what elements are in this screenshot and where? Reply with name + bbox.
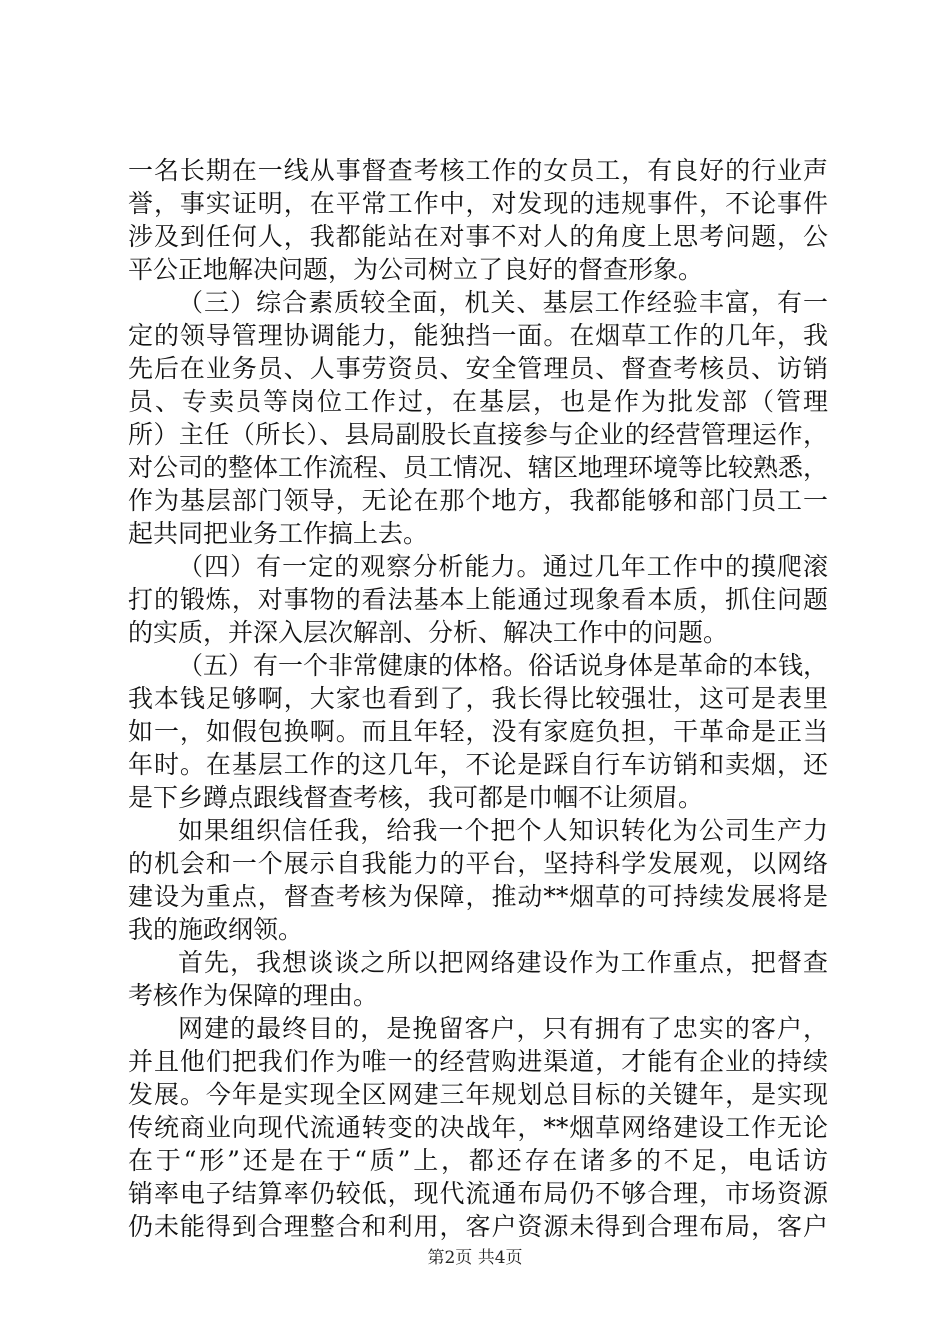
text-line: 建设为重点，督查考核为保障，推动**烟草的可持续发展将是 [128, 882, 828, 911]
text-line: 我的施政纲领。 [128, 915, 304, 944]
text-line: 作为基层部门领导，无论在那个地方，我都能够和部门员工一 [128, 486, 828, 515]
text-line: 的实质，并深入层次解剖、分析、解决工作中的问题。 [128, 618, 729, 647]
text-line: 发展。今年是实现全区网建三年规划总目标的关键年，是实现 [128, 1080, 828, 1109]
text-line: 的机会和一个展示自我能力的平台，坚持科学发展观，以网络 [128, 849, 828, 878]
text-line: 先后在业务员、人事劳资员、安全管理员、督查考核员、访销 [128, 354, 828, 383]
text-line: 誉，事实证明，在平常工作中，对发现的违规事件，不论事件 [128, 189, 828, 218]
page-footer: 第2页 共4页 [427, 1248, 523, 1268]
text-line: 网建的最终目的，是挽留客户，只有拥有了忠实的客户， [178, 1014, 828, 1043]
text-line: 对公司的整体工作流程、员工情况、辖区地理环境等比较熟悉， [128, 453, 829, 482]
text-line: 员、专卖员等岗位工作过，在基层，也是作为批发部（管理 [128, 387, 828, 416]
text-line: 是下乡蹲点跟线督查考核，我可都是巾帼不让须眉。 [128, 783, 704, 812]
text-line: 如果组织信任我，给我一个把个人知识转化为公司生产力 [178, 816, 828, 845]
text-line: 涉及到任何人，我都能站在对事不对人的角度上思考问题，公 [128, 222, 828, 251]
text-line: 在于“形”还是在于“质”上，都还存在诸多的不足，电话访 [128, 1146, 828, 1175]
text-line: （五）有一个非常健康的体格。俗话说身体是革命的本钱， [178, 651, 829, 680]
text-line: 销率电子结算率仍较低，现代流通布局仍不够合理，市场资源 [128, 1179, 828, 1208]
text-line: 考核作为保障的理由。 [128, 981, 379, 1010]
text-line: 所）主任（所长）、县局副股长直接参与企业的经营管理运作， [128, 420, 828, 449]
text-line: 仍未能得到合理整合和利用，客户资源未得到合理布局，客户 [128, 1212, 828, 1241]
text-line: 平公正地解决问题，为公司树立了良好的督查形象。 [128, 255, 704, 284]
text-line: 如一，如假包换啊。而且年轻，没有家庭负担，干革命是正当 [128, 717, 828, 746]
document-body [128, 154, 828, 1243]
text-line: 起共同把业务工作搞上去。 [128, 519, 429, 548]
text-line: 并且他们把我们作为唯一的经营购进渠道，才能有企业的持续 [128, 1047, 828, 1076]
text-line: （四）有一定的观察分析能力。通过几年工作中的摸爬滚 [178, 552, 828, 581]
text-line: 年时。在基层工作的这几年，不论是踩自行车访销和卖烟，还 [128, 750, 828, 779]
text-line: 定的领导管理协调能力，能独挡一面。在烟草工作的几年，我 [128, 321, 828, 350]
text-line: 首先，我想谈谈之所以把网络建设作为工作重点，把督查 [178, 948, 828, 977]
text-line: 打的锻炼，对事物的看法基本上能通过现象看本质，抓住问题 [128, 585, 828, 614]
text-line: 传统商业向现代流通转变的决战年，**烟草网络建设工作无论 [128, 1113, 828, 1142]
text-line: （三）综合素质较全面，机关、基层工作经验丰富，有一 [178, 288, 828, 317]
text-line: 我本钱足够啊，大家也看到了，我长得比较强壮，这可是表里 [128, 684, 828, 713]
text-line: 一名长期在一线从事督查考核工作的女员工，有良好的行业声 [128, 156, 828, 185]
